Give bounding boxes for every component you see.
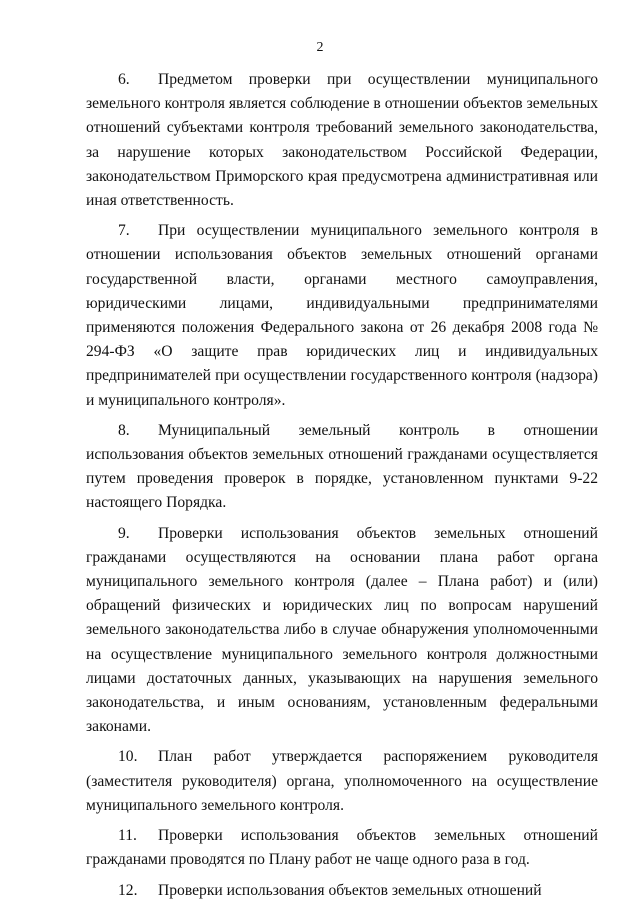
paragraph-number: 8. <box>118 421 130 439</box>
paragraph-11 <box>86 824 598 872</box>
paragraph-6 <box>86 68 598 213</box>
paragraph-number: 11. <box>118 827 137 845</box>
paragraph-text: Проверки использования объектов земельных отношений гражданами проводятся по Плану работ не чаще одного раза в год. <box>86 827 598 869</box>
paragraph-text: Предметом проверки при осуществлении муниципального земельного контроля является соблюдение в отношении объектов земельных отношений субъектами контроля требований земельного законодательства, за нарушение которых законодательством Российской Федерации, законодательством Приморского края предусмотрена административная или иная ответственность. <box>86 71 598 210</box>
paragraph-10 <box>86 745 598 818</box>
paragraph-number: 9. <box>118 524 130 542</box>
page-number: 2 <box>316 40 324 55</box>
paragraph-text: Проверки использования объектов земельных отношений гражданами осуществляются на основании плана работ органа муниципального земельного контроля (далее – Плана работ) и (или) обращений физических и юридических лиц по вопросам нарушений земельного законодательства либо в случае обнаружения уполномоченными на осуществление муниципального земельного контроля должностными лицами достаточных данных, указывающих на нарушения земельного законодательства, и иным основаниям, установленным федеральными законами. <box>86 524 598 736</box>
paragraph-number: 12. <box>118 881 138 899</box>
paragraph-8 <box>86 419 598 516</box>
document-body <box>86 68 598 909</box>
paragraph-text: Муниципальный земельный контроль в отношении использования объектов земельных отношений гражданами осуществляется путем проведения проверок в порядке, установленном пунктами 9-22 настоящего Порядка. <box>86 421 598 512</box>
paragraph-9 <box>86 522 598 740</box>
paragraph-number: 10. <box>118 748 138 766</box>
paragraph-12 <box>86 879 598 903</box>
paragraph-text: При осуществлении муниципального земельного контроля в отношении использования объектов земельных отношений органами государственной власти, органами местного самоуправления, юридическими лицами, индивидуальными предпринимателями применяются положения Федерального закона от 26 декабря 2008 года № 294-ФЗ «О защите прав юридических лиц и индивидуальных предпринимателей при осуществлении государственного контроля (надзора) и муниципального контроля». <box>86 222 598 409</box>
paragraph-number: 7. <box>118 222 130 240</box>
paragraph-text: Проверки использования объектов земельных отношений <box>158 881 542 899</box>
paragraph-7 <box>86 219 598 413</box>
paragraph-number: 6. <box>118 71 130 88</box>
paragraph-text: План работ утверждается распоряжением руководителя (заместителя руководителя) органа, уполномоченного на осуществление муниципального земельного контроля. <box>86 748 598 814</box>
